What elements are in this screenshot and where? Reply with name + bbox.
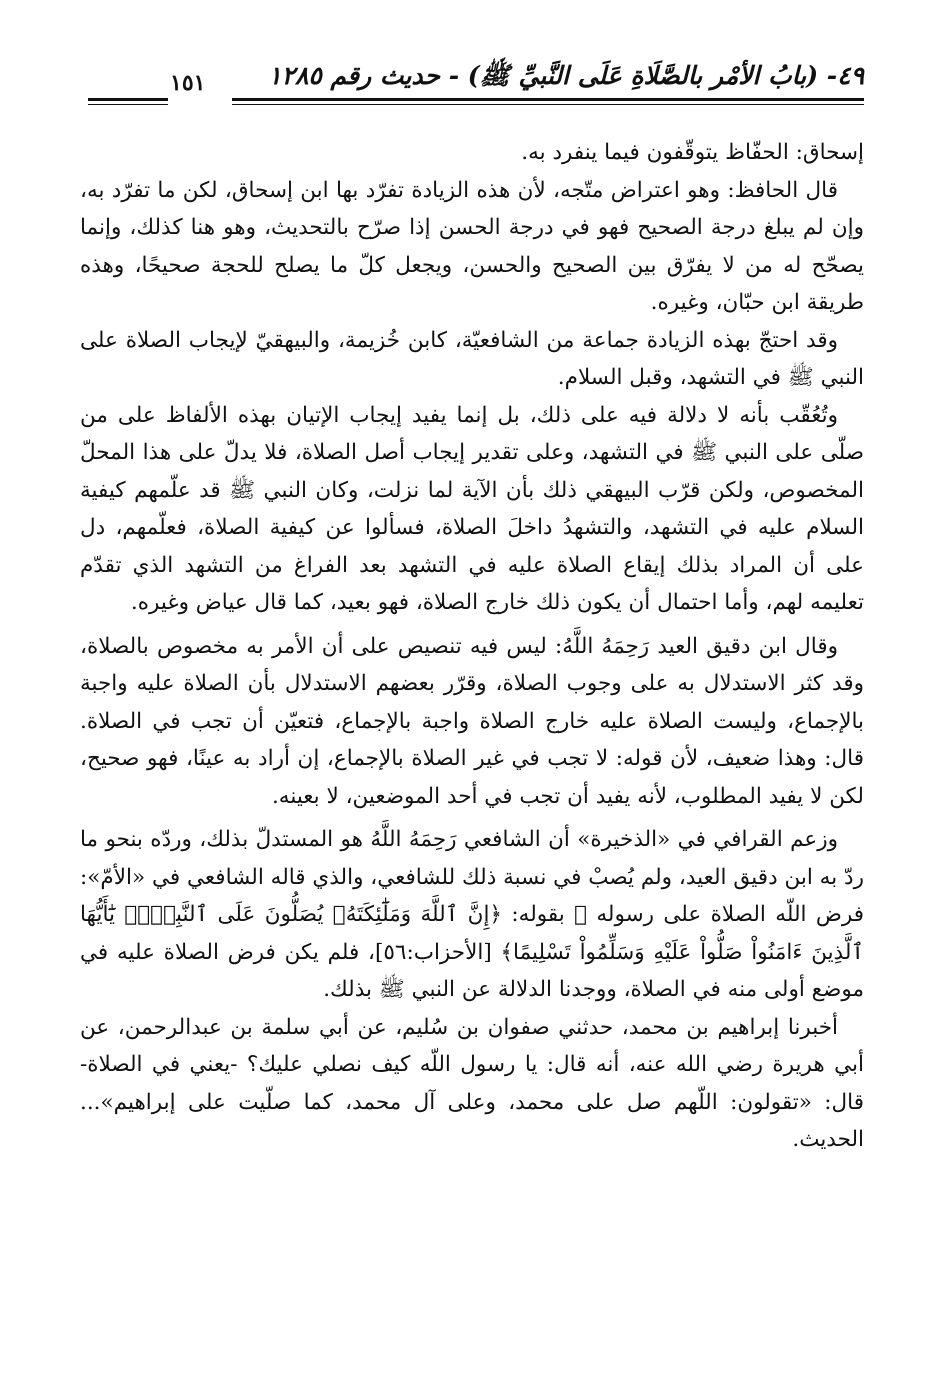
header-rule-thin [232,104,864,105]
page-number: ١٥١ [170,70,206,96]
paragraph-5: وقال ابن دقيق العيد رَحِمَهُ اللَّهُ: ليس فيه تنصيص على أن الأمر به مخصوص بالصلاة، وقد كثر الاستدلال به على وجوب الصلاة، وقرّر بعضهم الاستدلال بأن الصلاة عليه واجبة بالإجماع، وليست الصلاة عليه خارج الصلاة واجبة بالإجماع، فتعيّن أن تجب في الصلاة. قال: وهذا ضعيف، لأن قوله: لا تجب في غير الصلاة بالإجماع، إن أراد به عينًا، فهو صحيح، لكن لا يفيد المطلوب، لأنه يفيد أن تجب في أحد الموضعين، لا بعينه. [80,633,864,809]
paragraph-1: إسحاق: الحفّاظ يتوقّفون فيما ينفرد به. [521,140,864,165]
page-number-rule-thick [88,98,168,101]
paragraph-4: وتُعُقّب بأنه لا دلالة فيه على ذلك، بل إنما يفيد إيجاب الإتيان بهذه الألفاظ على من صلّى على النبي ﷺ في التشهد، وعلى تقدير إيجاب أصل الصلاة، فلا يدلّ على هذا المحلّ المخصوص، ولكن قرّب البيهقي ذلك بأن الآية لما نزلت، وكان النبي ﷺ قد علّمهم كيفية السلام عليه في التشهد، والتشهدُ داخلَ الصلاة، فسألوا عن كيفية الصلاة، فعلّمهم، دل على أن المراد بذلك إيقاع الصلاة عليه في التشهد بعد الفراغ من التشهد الذي تقدّم تعليمه لهم، وأما احتمال أن يكون ذلك خارج الصلاة، فهو بعيد، كما قال عياض وغيره. [80,402,864,615]
page-number-rule-thin [88,104,168,105]
paragraph-2: قال الحافظ: وهو اعتراض متّجه، لأن هذه الزيادة تفرّد بها ابن إسحاق، لكن ما تفرّد به، وإن لم يبلغ درجة الصحيح فهو في درجة الحسن إذا صرّح بالتحديث، وهو هنا كذلك، وإنما يصحّح له من لا يفرّق بين الصحيح والحسن، ويجعل كلّ ما يصلح للحجة صحيحًا، وهذه طريقة ابن حبّان، وغيره. [80,177,864,315]
page-body [80,134,864,1159]
header-rule-thick [232,98,864,101]
paragraph-6: وزعم القرافي في «الذخيرة» أن الشافعي رَحِمَهُ اللَّهُ هو المستدلّ بذلك، وردّه بنحو ما ردّ به ابن دقيق العيد، ولم يُصبْ في نسبة ذلك للشافعي، والذي قاله الشافعي في «الأمّ»: فرض اللّه الصلاة على رسوله ﷺ بقوله: ﴿إِنَّ ٱللَّهَ وَمَلَٰٓئِكَتَهُۥ يُصَلُّونَ عَلَى ٱلنَّبِيِّۚ يَٰٓأَيُّهَا ٱلَّذِينَ ءَامَنُواْ صَلُّواْ عَلَيْهِ وَسَلِّمُواْ تَسْلِيمًا﴾ [الأحزاب:٥٦]، فلم يكن فرض الصلاة عليه في موضع أولى منه في الصلاة، ووجدنا الدلالة عن النبي ﷺ بذلك. [80,827,864,1002]
paragraph-7: أخبرنا إبراهيم بن محمد، حدثني صفوان بن سُليم، عن أبي سلمة بن عبدالرحمن، عن أبي هريرة رضي الله عنه، أنه قال: يا رسول اللّه كيف نصلي عليك؟ -يعني في الصلاة- قال: «تقولون: اللّهم صل على محمد، وعلى آل محمد، كما صلّيت على إبراهيم»... الحديث. [80,1014,864,1152]
running-head-title: ٤٩- (بابُ الأمْر بالصَّلَاةِ عَلَى النَّبيِّ ﷺ) - حديث رقم ١٢٨٥ [268,61,864,90]
page-header [88,56,864,116]
paragraph-3: وقد احتجّ بهذه الزيادة جماعة من الشافعيّة، كابن خُزيمة، والبيهقيّ لإيجاب الصلاة على النبي ﷺ في التشهد، وقبل السلام. [80,327,864,390]
